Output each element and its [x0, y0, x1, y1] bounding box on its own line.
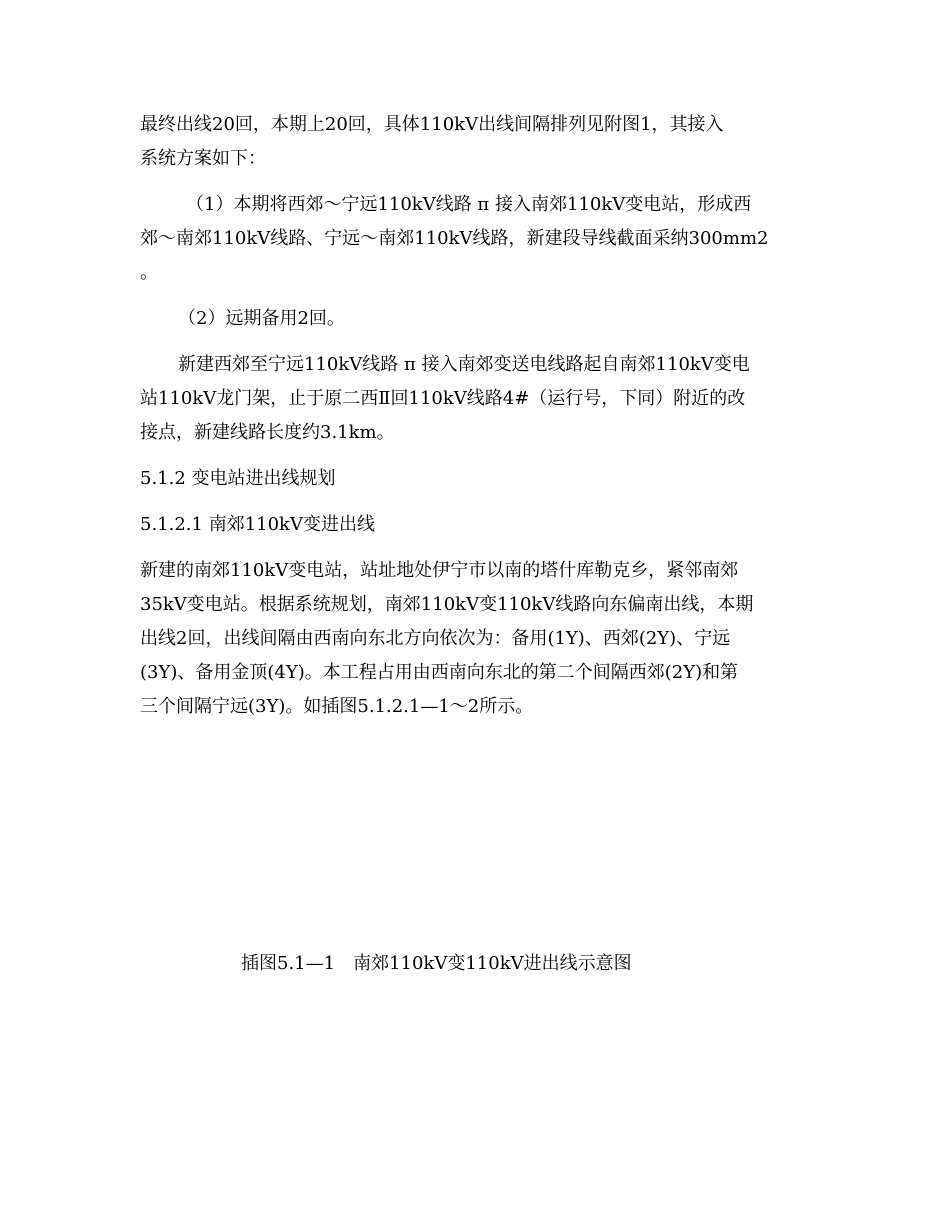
figure-caption: 插图5.1—1 南郊110kV变110kV进出线示意图 [241, 953, 632, 974]
paragraph-line: 新建西郊至宁远110kV线路 π 接入南郊变送电线路起自南郊110kV变电 [178, 354, 750, 375]
paragraph-line: 出线2回，出线间隔由西南向东北方向依次为：备用(1Y)、西郊(2Y)、宁远 [140, 628, 731, 649]
paragraph-line: 站110kV龙门架，止于原二西Ⅱ回110kV线路4#（运行号，下同）附近的改 [140, 388, 746, 409]
paragraph-line: (3Y)、备用金顶(4Y)。本工程占用由西南向东北的第二个间隔西郊(2Y)和第 [140, 662, 739, 683]
paragraph-line: 三个间隔宁远(3Y)。如插图5.1.2.1—1～2所示。 [140, 696, 534, 717]
subsection-heading: 5.1.2.1 南郊110kV变进出线 [140, 514, 375, 535]
paragraph-line: 新建的南郊110kV变电站，站址地处伊宁市以南的塔什库勒克乡，紧邻南郊 [140, 560, 739, 581]
paragraph-line: （2）远期备用2回。 [178, 308, 345, 329]
paragraph-line: 35kV变电站。根据系统规划，南郊110kV变110kV线路向东偏南出线，本期 [140, 594, 754, 615]
paragraph-line: 接点，新建线路长度约3.1km。 [140, 422, 395, 443]
paragraph-line: （1）本期将西郊～宁远110kV线路 π 接入南郊110kV变电站，形成西 [186, 194, 752, 215]
paragraph-line: 最终出线20回，本期上20回，具体110kV出线间隔排列见附图1，其接入 [140, 114, 724, 135]
paragraph-line: 。 [140, 262, 158, 283]
paragraph-line: 郊～南郊110kV线路、宁远～南郊110kV线路，新建段导线截面采纳300mm2 [140, 228, 769, 249]
section-heading: 5.1.2 变电站进出线规划 [140, 468, 336, 489]
paragraph-line: 系统方案如下： [140, 148, 266, 169]
